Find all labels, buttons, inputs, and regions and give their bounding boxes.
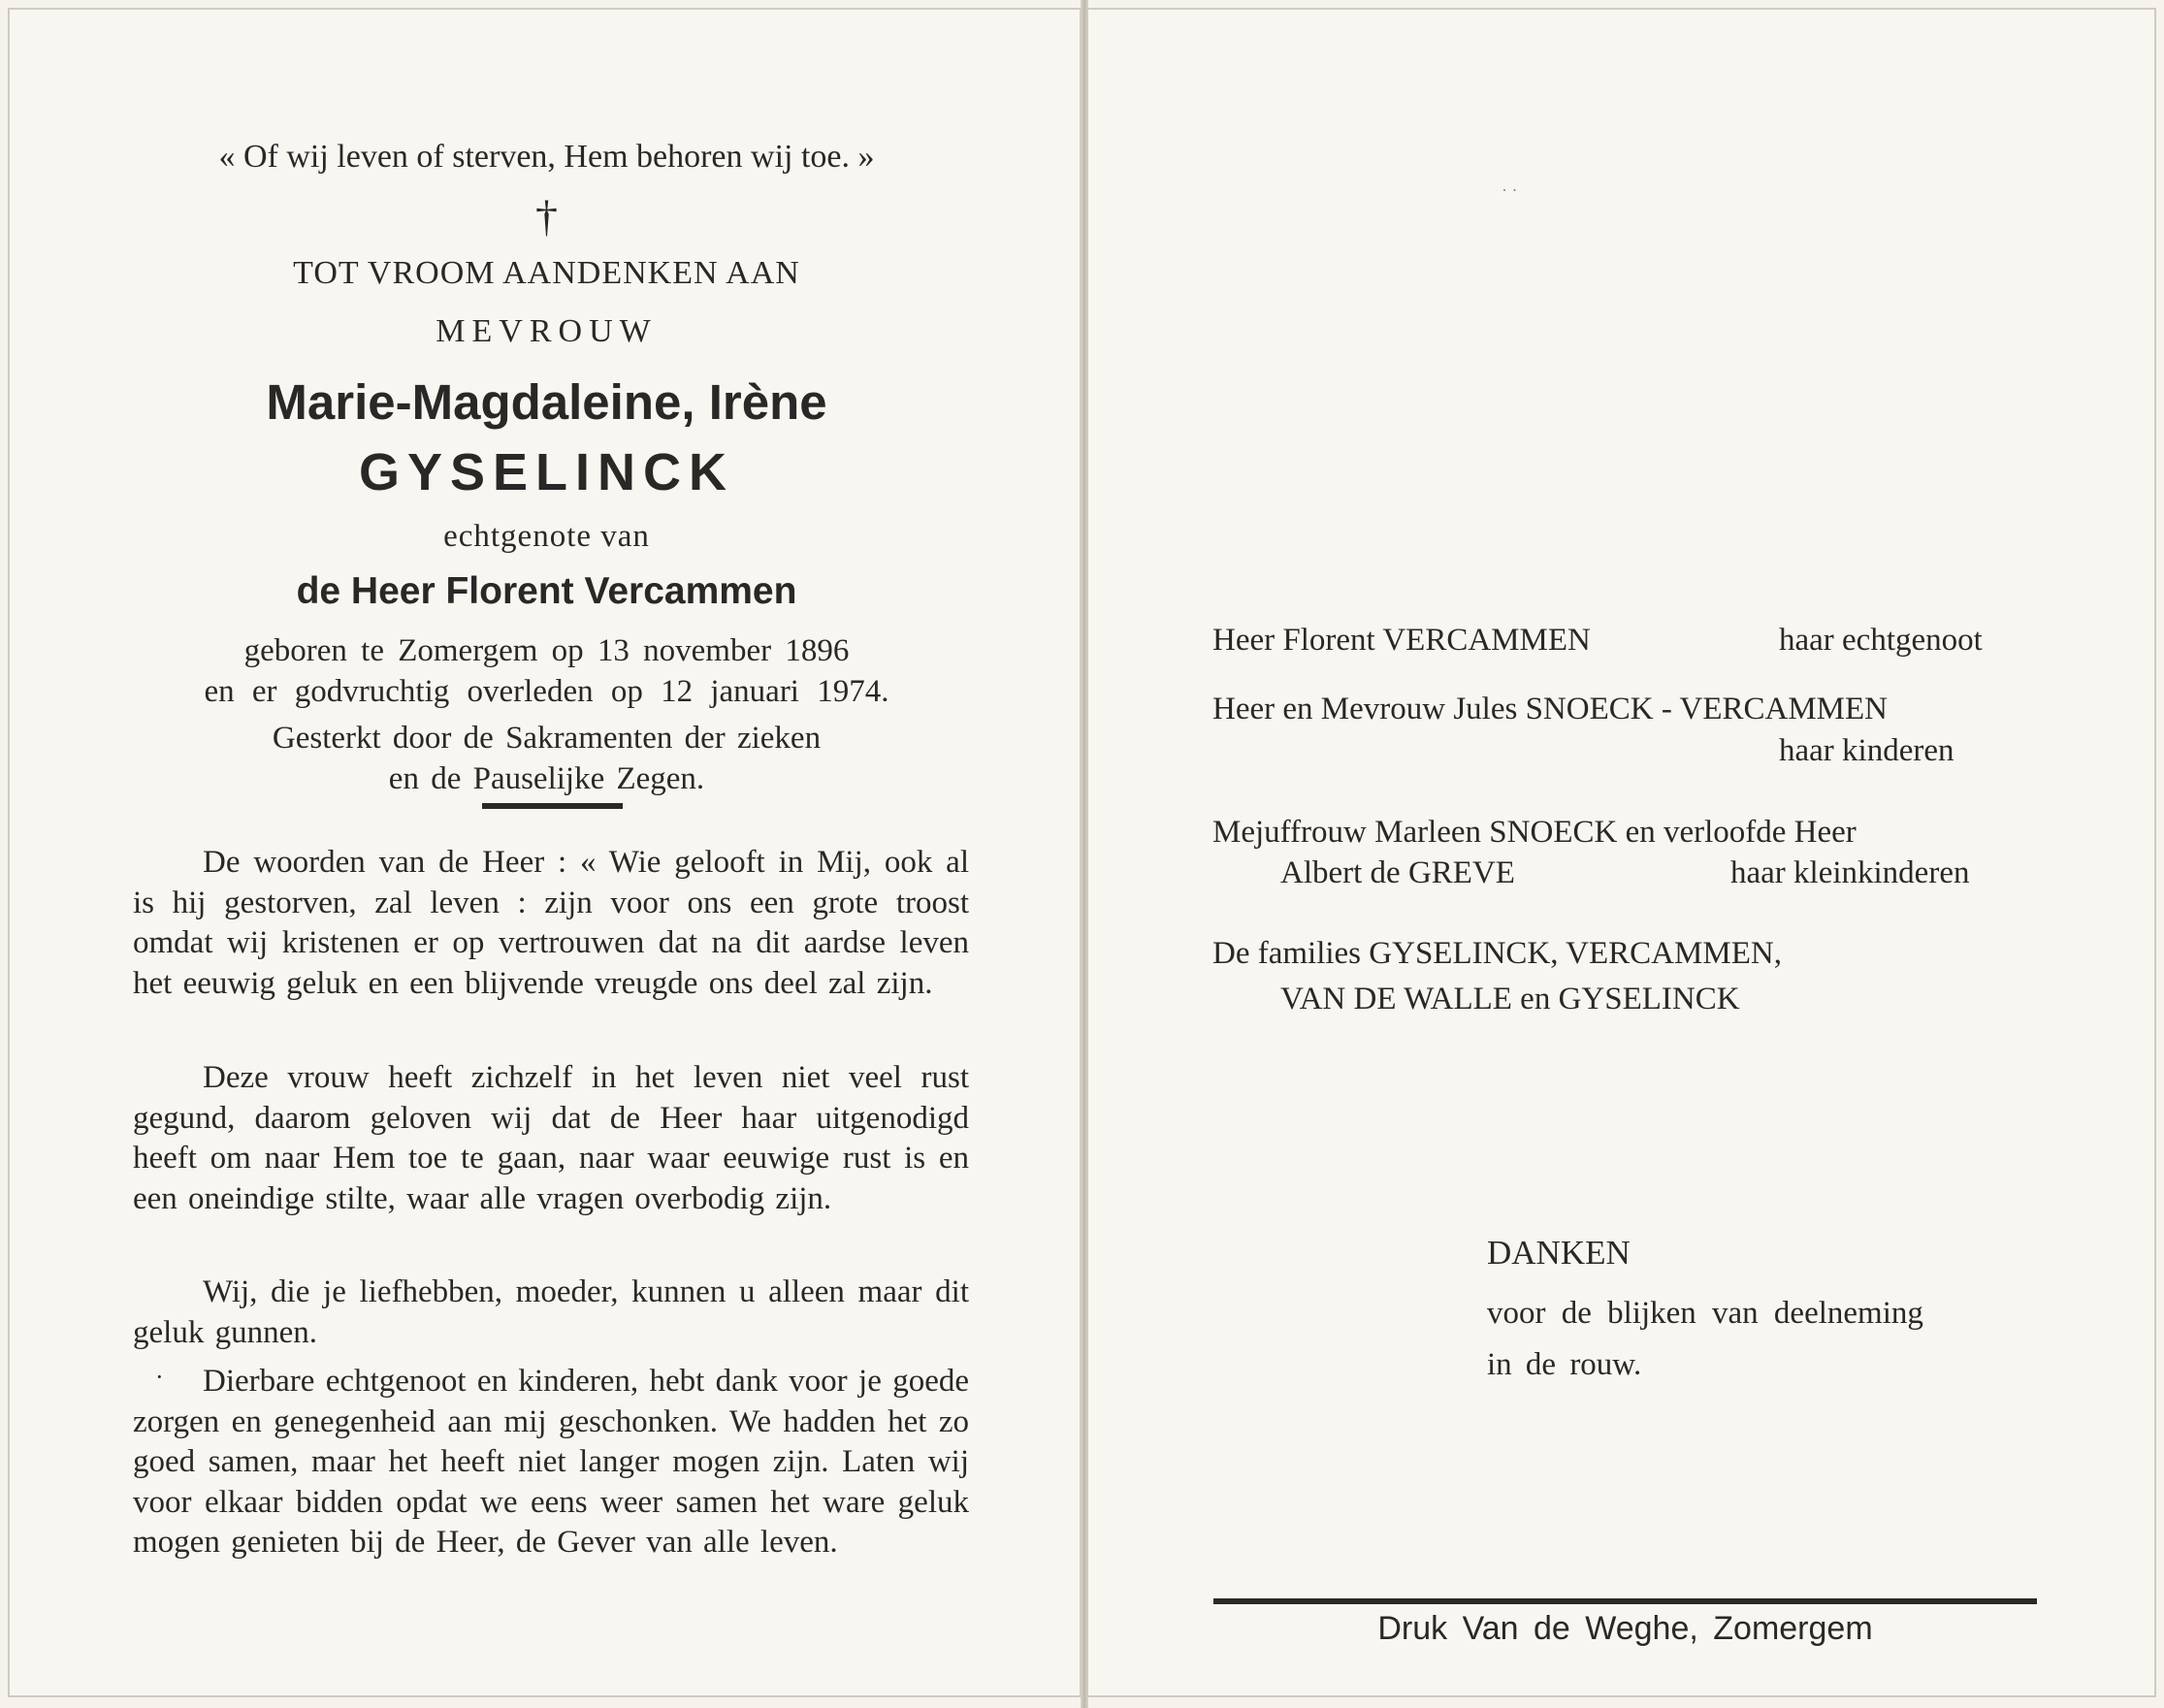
printer-rule <box>1213 1598 2037 1604</box>
grandchildren-role: haar kleinkinderen <box>1730 855 1970 890</box>
families-line1: De families GYSELINCK, VERCAMMEN, <box>1212 936 1782 971</box>
memory-heading: TOT VROOM AANDENKEN AAN <box>293 255 800 291</box>
thanks-heading: DANKEN <box>1487 1234 1631 1272</box>
motto: « Of wij leven of sterven, Hem behoren wij toe. » <box>218 139 875 175</box>
children-role: haar kinderen <box>1779 733 1954 768</box>
bullet-mark: · <box>155 1363 164 1391</box>
speck-marks: · · <box>1502 180 1518 200</box>
spouse-of-label: echtgenote van <box>443 519 650 554</box>
death-line: en er godvruchtig overleden op 12 januari 1974. <box>204 674 889 709</box>
divider-rule <box>482 803 623 809</box>
deceased-first-names: Marie-Magdaleine, Irène <box>266 374 827 430</box>
paragraph-2: Deze vrouw heeft zichzelf in het leven niet veel rust gegund, daarom geloven wij dat de Heer haar uitgenodigd heeft om naar Hem toe te gaan, naar waar eeuwige rust is en een oneindige stilte, waar alle vragen overbodig zijn. <box>133 1060 969 1216</box>
grandchild-entry-line1: Mejuffrouw Marleen SNOECK en verloofde Heer <box>1212 815 1857 850</box>
husband-name: de Heer Florent Vercammen <box>296 570 797 612</box>
paragraph-4: Dierbare echtgenoot en kinderen, hebt dank voor je goede zorgen en genegenheid aan mij geschonken. We hadden het zo goed samen, maar het heeft niet langer mogen zijn. Laten wij voor elkaar bidden opdat we eens weer samen het ware geluk mogen genieten bij de Heer, de Gever van alle leven. <box>133 1364 969 1560</box>
children-entry: Heer en Mevrouw Jules SNOECK - VERCAMMEN <box>1212 692 1888 726</box>
husband-role: haar echtgenoot <box>1779 623 1983 658</box>
printer-credit: Druk Van de Weghe, Zomergem <box>1377 1610 1873 1647</box>
birth-line: geboren te Zomergem op 13 november 1896 <box>243 633 850 668</box>
cross-icon: † <box>535 191 558 241</box>
paragraph-3: Wij, die je liefhebben, moeder, kunnen u alleen maar dit geluk gunnen. <box>133 1274 969 1350</box>
grandchild-entry-line2: Albert de GREVE <box>1280 855 1515 890</box>
families-line2: VAN DE WALLE en GYSELINCK <box>1280 982 1740 1016</box>
title-madam: MEVROUW <box>436 313 658 349</box>
thanks-line1: voor de blijken van deelneming <box>1487 1296 1923 1331</box>
thanks-line2: in de rouw. <box>1487 1347 1642 1382</box>
paragraph-1: De woorden van de Heer : « Wie gelooft in Mij, ook al is hij gestorven, zal leven : zijn voor ons een grote troost omdat wij kristenen er op vertrouwen dat na dit aardse leven het eeuwig geluk en een blijvende vreugde ons deel zal zijn. <box>133 845 969 1001</box>
husband-entry: Heer Florent VERCAMMEN <box>1212 623 1591 658</box>
right-panel <box>1086 8 2156 1697</box>
sacraments-line: Gesterkt door de Sakramenten der zieken <box>272 721 822 756</box>
blessing-line: en de Pauselijke Zegen. <box>388 761 705 796</box>
deceased-surname: GYSELINCK <box>358 443 735 501</box>
